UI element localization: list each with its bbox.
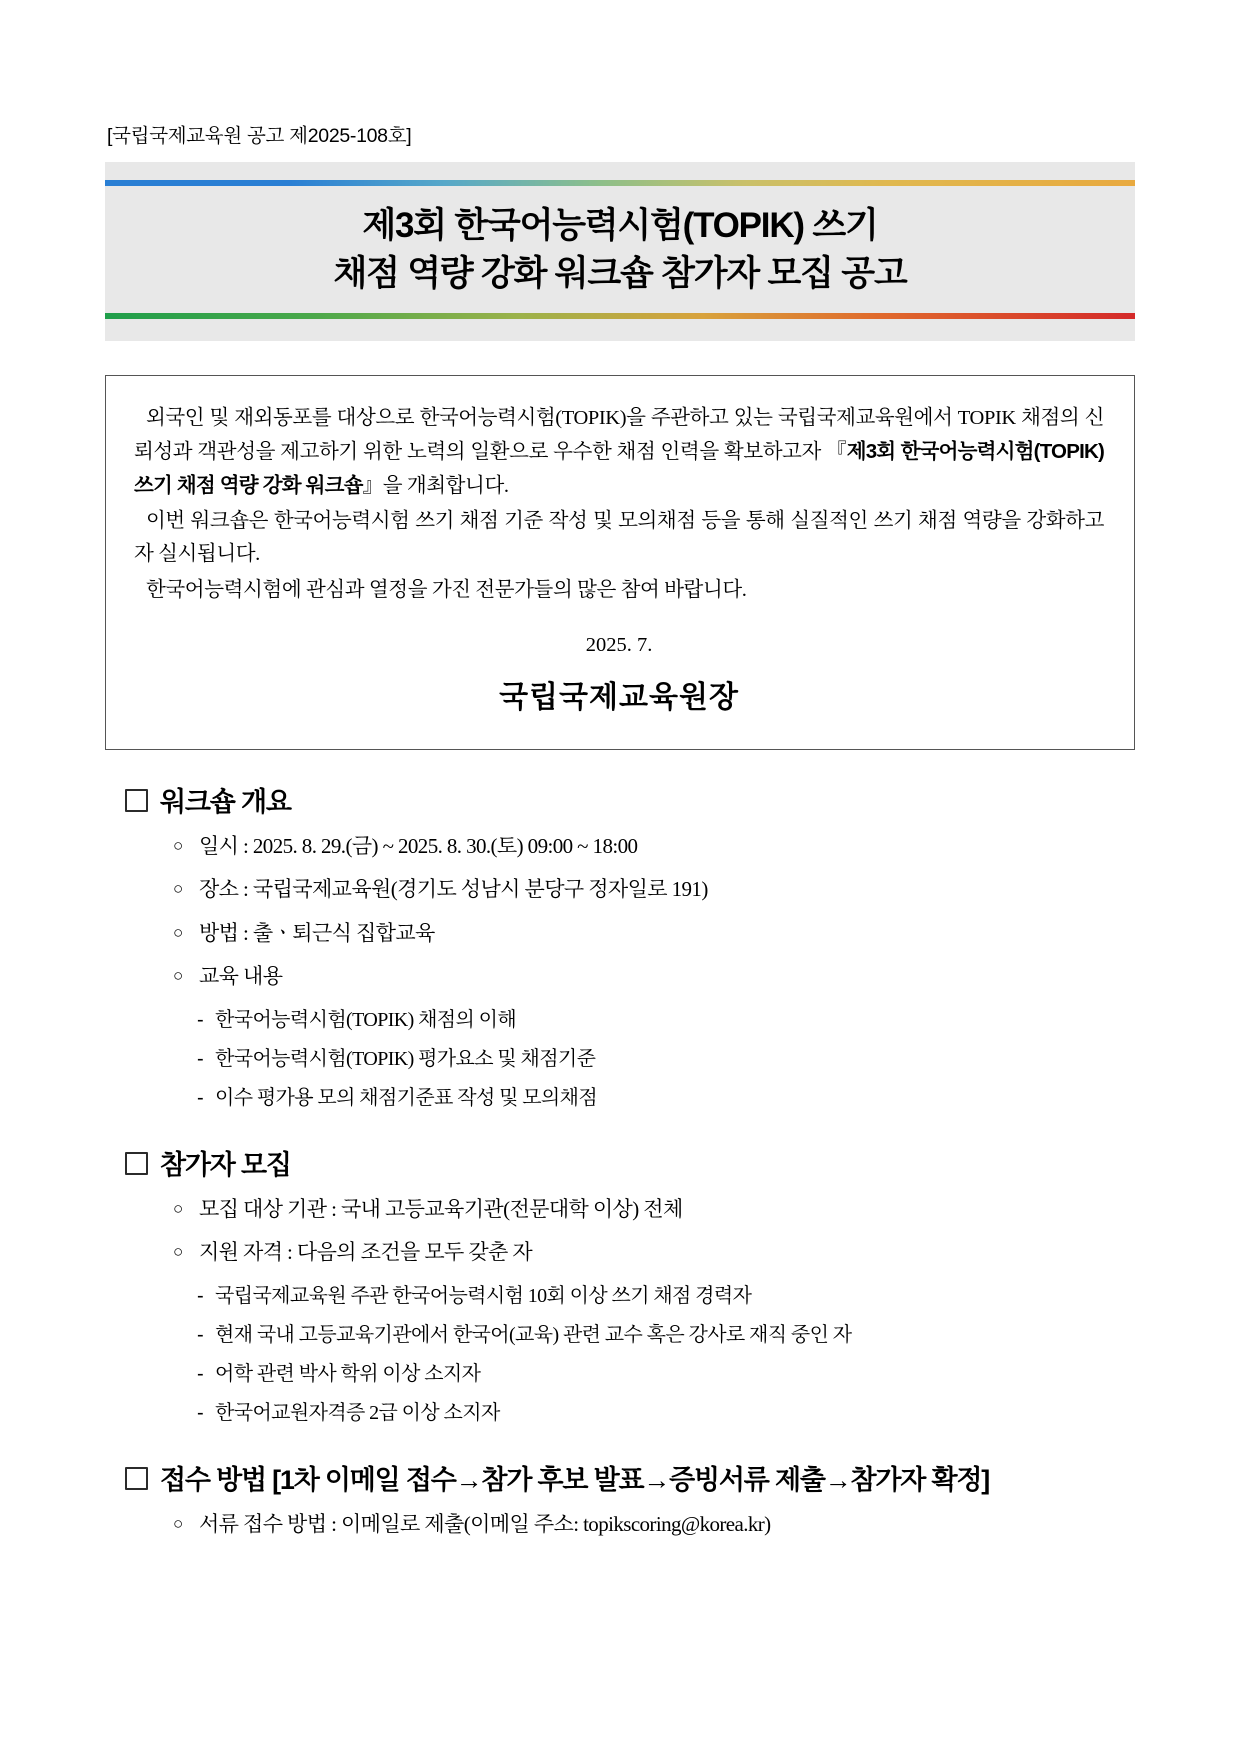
list-item bbox=[197, 1359, 1135, 1389]
section-heading bbox=[125, 1143, 1135, 1182]
list-item-label: 지원 자격 : 다음의 조건을 모두 갖춘 자 bbox=[199, 1240, 533, 1265]
list-item-label: 장소 : 국립국제교육원(경기도 성남시 분당구 정자일로 191) bbox=[199, 877, 708, 902]
circle-bullet-icon: ○ bbox=[173, 879, 183, 899]
section-participant-recruitment bbox=[105, 1143, 1135, 1428]
list-item bbox=[197, 1320, 1135, 1350]
square-bullet-icon bbox=[125, 1152, 148, 1175]
dash-bullet-icon: - bbox=[197, 1047, 204, 1070]
list-item bbox=[173, 1509, 1135, 1541]
list-item bbox=[173, 961, 1135, 993]
list-item-label: 일시 : 2025. 8. 29.(금) ~ 2025. 8. 30.(토) 09:00 ~ 18:00 bbox=[199, 833, 638, 858]
section-heading-label: 워크숍 개요 bbox=[160, 786, 291, 817]
section-body bbox=[173, 1194, 1135, 1428]
list-item-label: 방법 : 출ㆍ퇴근식 집합교육 bbox=[199, 920, 435, 945]
list-item-label: 모집 대상 기관 : 국내 고등교육기관(전문대학 이상) 전체 bbox=[199, 1196, 683, 1221]
intro-signer: 국립국제교육원장 bbox=[499, 681, 739, 715]
intro-paragraph-1 bbox=[134, 402, 1104, 504]
intro-p1-part-a: 외국인 및 재외동포를 대상으로 한국어능력시험(TOPIK)을 주관하고 있는 국립국제교육원에서 TOPIK 채점의 신뢰성과 객관성을 제고하기 위한 노력의 일환으로 우수한 채점 인력을 확보하고자 『 bbox=[134, 406, 1104, 463]
list-item-label: 어학 관련 박사 학위 이상 소지자 bbox=[215, 1362, 481, 1385]
dash-bullet-icon: - bbox=[197, 1401, 204, 1424]
section-workshop-overview bbox=[105, 780, 1135, 1113]
dash-bullet-icon: - bbox=[197, 1362, 204, 1385]
section-heading-label: 참가자 모집 bbox=[160, 1149, 291, 1180]
circle-bullet-icon: ○ bbox=[173, 966, 183, 986]
circle-bullet-icon: ○ bbox=[173, 1198, 183, 1218]
list-item bbox=[197, 1083, 1135, 1113]
list-item bbox=[173, 1194, 1135, 1226]
list-item bbox=[173, 918, 1135, 950]
intro-p1-emphasis: 제3회 한국어능력시험(TOPIK) 쓰기 채점 역량 강화 워크숍 bbox=[134, 439, 1104, 497]
circle-bullet-icon: ○ bbox=[173, 835, 183, 855]
title-block bbox=[105, 162, 1135, 341]
section-heading-label: 접수 방법 [1차 이메일 접수→참가 후보 발표→증빙서류 제출→참가자 확정] bbox=[160, 1464, 990, 1495]
square-bullet-icon bbox=[125, 789, 148, 812]
list-item bbox=[197, 1005, 1135, 1035]
circle-bullet-icon: ○ bbox=[173, 1513, 183, 1533]
section-application-method bbox=[105, 1458, 1135, 1541]
page-title-line2: 채점 역량 강화 워크숍 참가자 모집 공고 bbox=[333, 254, 907, 294]
dash-bullet-icon: - bbox=[197, 1323, 204, 1346]
dash-bullet-icon: - bbox=[197, 1008, 204, 1031]
list-item-label: 교육 내용 bbox=[199, 964, 283, 989]
section-heading bbox=[125, 1458, 1135, 1497]
list-item-label: 한국어능력시험(TOPIK) 채점의 이해 bbox=[215, 1008, 517, 1031]
list-item bbox=[173, 831, 1135, 863]
dash-bullet-icon: - bbox=[197, 1086, 204, 1109]
section-body bbox=[173, 831, 1135, 1113]
intro-paragraph-3: 한국어능력시험에 관심과 열정을 가진 전문가들의 많은 참여 바랍니다. bbox=[146, 578, 747, 601]
intro-date: 2025. 7. bbox=[585, 633, 653, 656]
list-item-label: 이수 평가용 모의 채점기준표 작성 및 모의채점 bbox=[215, 1086, 598, 1109]
list-item-label: 현재 국내 고등교육기관에서 한국어(교육) 관련 교수 혹은 강사로 재직 중인 자 bbox=[215, 1323, 852, 1346]
list-item bbox=[197, 1044, 1135, 1074]
list-item bbox=[197, 1281, 1135, 1311]
page-title-line1: 제3회 한국어능력시험(TOPIK) 쓰기 bbox=[362, 206, 878, 245]
title-rule-bottom bbox=[105, 313, 1135, 319]
intro-box bbox=[105, 375, 1135, 750]
list-item-label: 국립국제교육원 주관 한국어능력시험 10회 이상 쓰기 채점 경력자 bbox=[215, 1284, 752, 1307]
list-item bbox=[197, 1398, 1135, 1428]
list-item bbox=[173, 1237, 1135, 1269]
list-item-label: 한국어능력시험(TOPIK) 평가요소 및 채점기준 bbox=[215, 1047, 596, 1070]
list-item bbox=[173, 874, 1135, 906]
section-heading bbox=[125, 780, 1135, 819]
sub-list bbox=[173, 1281, 1135, 1428]
list-item-label: 한국어교원자격증 2급 이상 소지자 bbox=[215, 1401, 500, 1424]
square-bullet-icon bbox=[125, 1467, 148, 1490]
list-item-label: 서류 접수 방법 : 이메일로 제출(이메일 주소: topikscoring@korea.kr) bbox=[199, 1511, 771, 1536]
circle-bullet-icon: ○ bbox=[173, 1242, 183, 1262]
intro-paragraph-2: 이번 워크숍은 한국어능력시험 쓰기 채점 기준 작성 및 모의채점 등을 통해 실질적인 쓰기 채점 역량을 강화하고자 실시됩니다. bbox=[134, 510, 1104, 566]
section-body bbox=[173, 1509, 1135, 1541]
dash-bullet-icon: - bbox=[197, 1284, 204, 1307]
announcement-number: [국립국제교육원 공고 제2025-108호] bbox=[107, 125, 412, 147]
circle-bullet-icon: ○ bbox=[173, 922, 183, 942]
sub-list bbox=[173, 1005, 1135, 1113]
intro-p1-part-b: 』을 개최합니다. bbox=[362, 475, 509, 497]
